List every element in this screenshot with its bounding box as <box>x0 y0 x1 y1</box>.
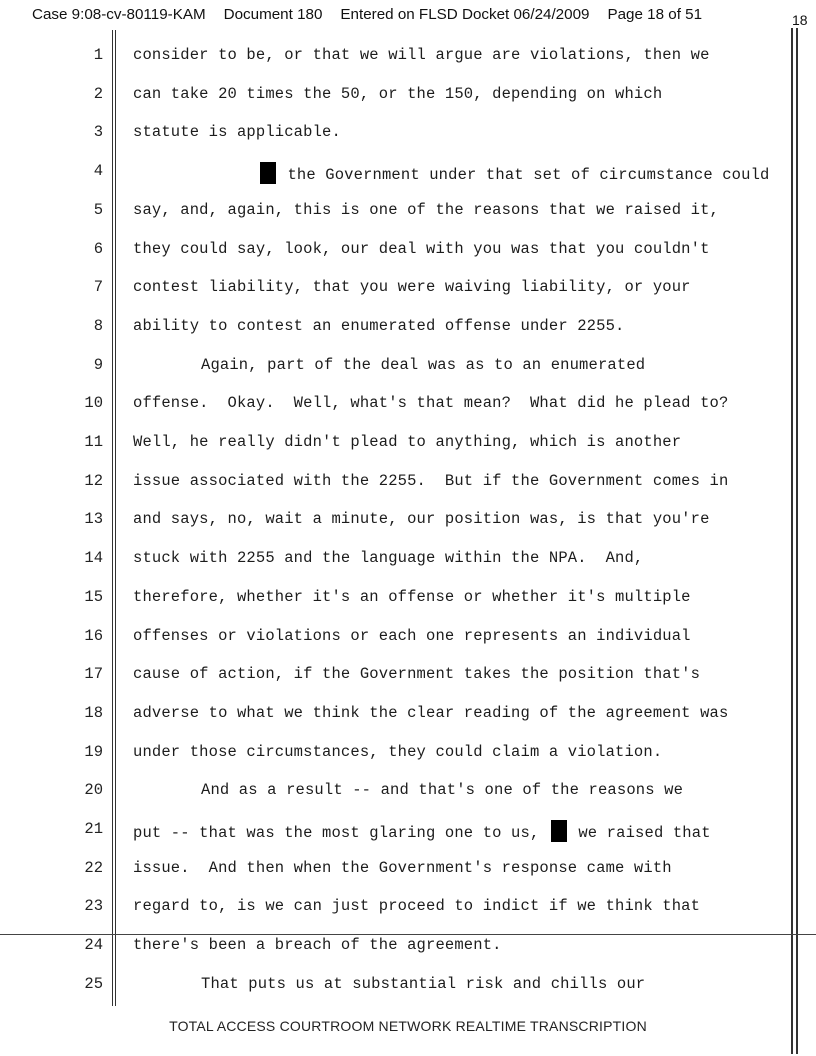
page-count: Page 18 of 51 <box>607 6 703 23</box>
corner-page-number: 18 <box>792 12 808 28</box>
line-text: consider to be, or that we will argue are violations, then we <box>133 46 710 64</box>
horizontal-strike-line <box>0 934 816 935</box>
line-number: 4 <box>93 162 103 181</box>
line-text <box>133 820 711 842</box>
line-number: 1 <box>93 46 103 64</box>
case-number: Case 9:08-cv-80119-KAM <box>32 6 206 23</box>
line-text: ability to contest an enumerated offense under 2255. <box>133 316 625 335</box>
line-text: That puts us at substantial risk and chills our <box>201 974 646 993</box>
line-number: 23 <box>84 897 103 916</box>
line-text: therefore, whether it's an offense or whether it's multiple <box>133 587 691 606</box>
line-text: stuck with 2255 and the language within the NPA. And, <box>133 549 644 568</box>
line-text: regard to, is we can just proceed to indict if we think that <box>133 897 701 916</box>
line-number: 12 <box>84 471 103 490</box>
line-text: And as a result -- and that's one of the reasons we <box>201 781 684 800</box>
line-number: 7 <box>93 278 103 297</box>
line-text: cause of action, if the Government takes the position that's <box>133 665 701 684</box>
line-text: Well, he really didn't plead to anything, which is another <box>133 433 682 451</box>
line-text: under those circumstances, they could claim a violation. <box>133 742 663 761</box>
line-number: 10 <box>84 394 103 413</box>
right-border-rule <box>791 28 793 1054</box>
line-text: offenses or violations or each one represents an individual <box>133 626 691 645</box>
line-text: adverse to what we think the clear reading of the agreement was <box>133 703 729 722</box>
line-number: 5 <box>93 200 103 219</box>
line-text: Again, part of the deal was as to an enumerated <box>201 355 646 374</box>
line-number: 22 <box>84 858 103 877</box>
redaction-block <box>551 820 567 842</box>
docket-entry: Entered on FLSD Docket 06/24/2009 <box>340 6 590 23</box>
line-text: they could say, look, our deal with you was that you couldn't <box>133 239 710 258</box>
line-number: 16 <box>84 626 103 645</box>
line-number: 2 <box>93 84 103 103</box>
line-text: contest liability, that you were waiving liability, or your <box>133 278 691 297</box>
docket-header <box>32 6 702 23</box>
line-number: 11 <box>84 433 103 451</box>
line-number: 3 <box>93 123 103 142</box>
line-number: 6 <box>93 239 103 258</box>
line-number: 8 <box>93 316 103 335</box>
left-margin-rule-inner <box>115 30 116 1006</box>
line-text-before-redaction: put -- that was the most glaring one to us, <box>133 824 549 842</box>
line-text <box>258 162 769 184</box>
line-number: 14 <box>84 549 103 568</box>
line-number: 19 <box>84 742 103 761</box>
line-text-after-redaction: the Government under that set of circumstance could <box>278 166 770 185</box>
left-margin-rule <box>112 30 113 1006</box>
line-text: can take 20 times the 50, or the 150, depending on which <box>133 84 663 103</box>
redaction-block <box>260 162 276 184</box>
line-number: 20 <box>84 781 103 800</box>
line-text: issue. And then when the Government's response came with <box>133 858 672 877</box>
line-text: there's been a breach of the agreement. <box>133 936 502 955</box>
transcript-footer: TOTAL ACCESS COURTROOM NETWORK REALTIME TRANSCRIPTION <box>169 1018 647 1034</box>
line-text: and says, no, wait a minute, our position was, is that you're <box>133 510 710 529</box>
line-text: statute is applicable. <box>133 123 341 142</box>
line-text: issue associated with the 2255. But if the Government comes in <box>133 471 729 490</box>
line-text-after-redaction: we raised that <box>568 824 711 842</box>
line-number: 17 <box>84 665 103 684</box>
line-number: 18 <box>84 703 103 722</box>
line-text: offense. Okay. Well, what's that mean? What did he plead to? <box>133 394 729 413</box>
line-number: 24 <box>84 936 103 955</box>
line-number: 9 <box>93 355 103 374</box>
document-number: Document 180 <box>223 6 323 23</box>
line-number: 15 <box>84 587 103 606</box>
line-number: 25 <box>84 974 103 993</box>
right-border-rule-inner <box>796 28 798 1054</box>
line-number: 13 <box>84 510 103 529</box>
line-text: say, and, again, this is one of the reasons that we raised it, <box>133 200 719 219</box>
line-number: 21 <box>84 820 103 838</box>
